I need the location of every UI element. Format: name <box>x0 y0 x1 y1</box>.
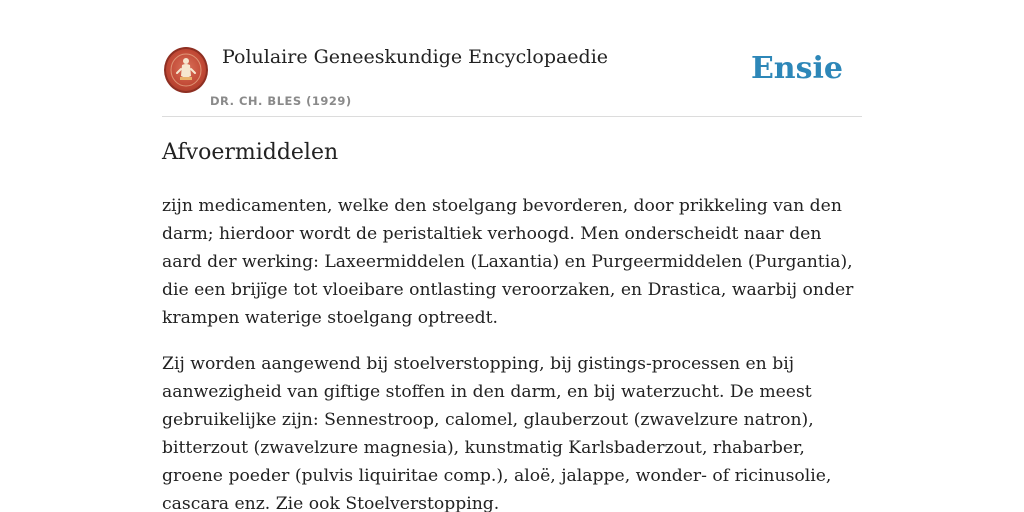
entry-paragraph: Zij worden aangewend bij stoelverstopping, bij gistings-processen en bij aanwezigheid van giftige stoffen in den darm, en bij waterzucht. De meest gebruikelijke zijn: Sennestroop, calomel, glauberzout (zwavelzure natron), bitterzout (zwavelzure magnesia), kunstmatig Karlsbaderzout, rhabarber, groene poeder (pulvis liquiritae comp.), aloë, jalappe, wonder- of ricinusolie, cascara enz. Zie ook Stoelverstopping. <box>162 354 832 512</box>
book-author: DR. CH. BLES (1929) <box>210 94 352 108</box>
red-seal-emblem-icon[interactable] <box>164 47 208 93</box>
header <box>162 0 862 117</box>
entry-title: Afvoermiddelen <box>162 140 339 165</box>
book-title[interactable]: Polulaire Geneeskundige Encyclopaedie <box>222 46 609 68</box>
entry-content <box>162 192 862 512</box>
entry-paragraph: zijn medicamenten, welke den stoelgang bevorderen, door prikkeling van den darm; hierdoor wordt de peristaltiek verhoogd. Men onderscheidt naar den aard der werking: Laxeermiddelen (Laxantia) en Purgeermiddelen (Purgantia), die een brijïge tot vloeibare ontlasting veroorzaken, en Drastica, waarbij onder krampen waterige stoelgang optreedt. <box>162 196 854 328</box>
brand-logo[interactable]: Ensie <box>750 51 843 86</box>
